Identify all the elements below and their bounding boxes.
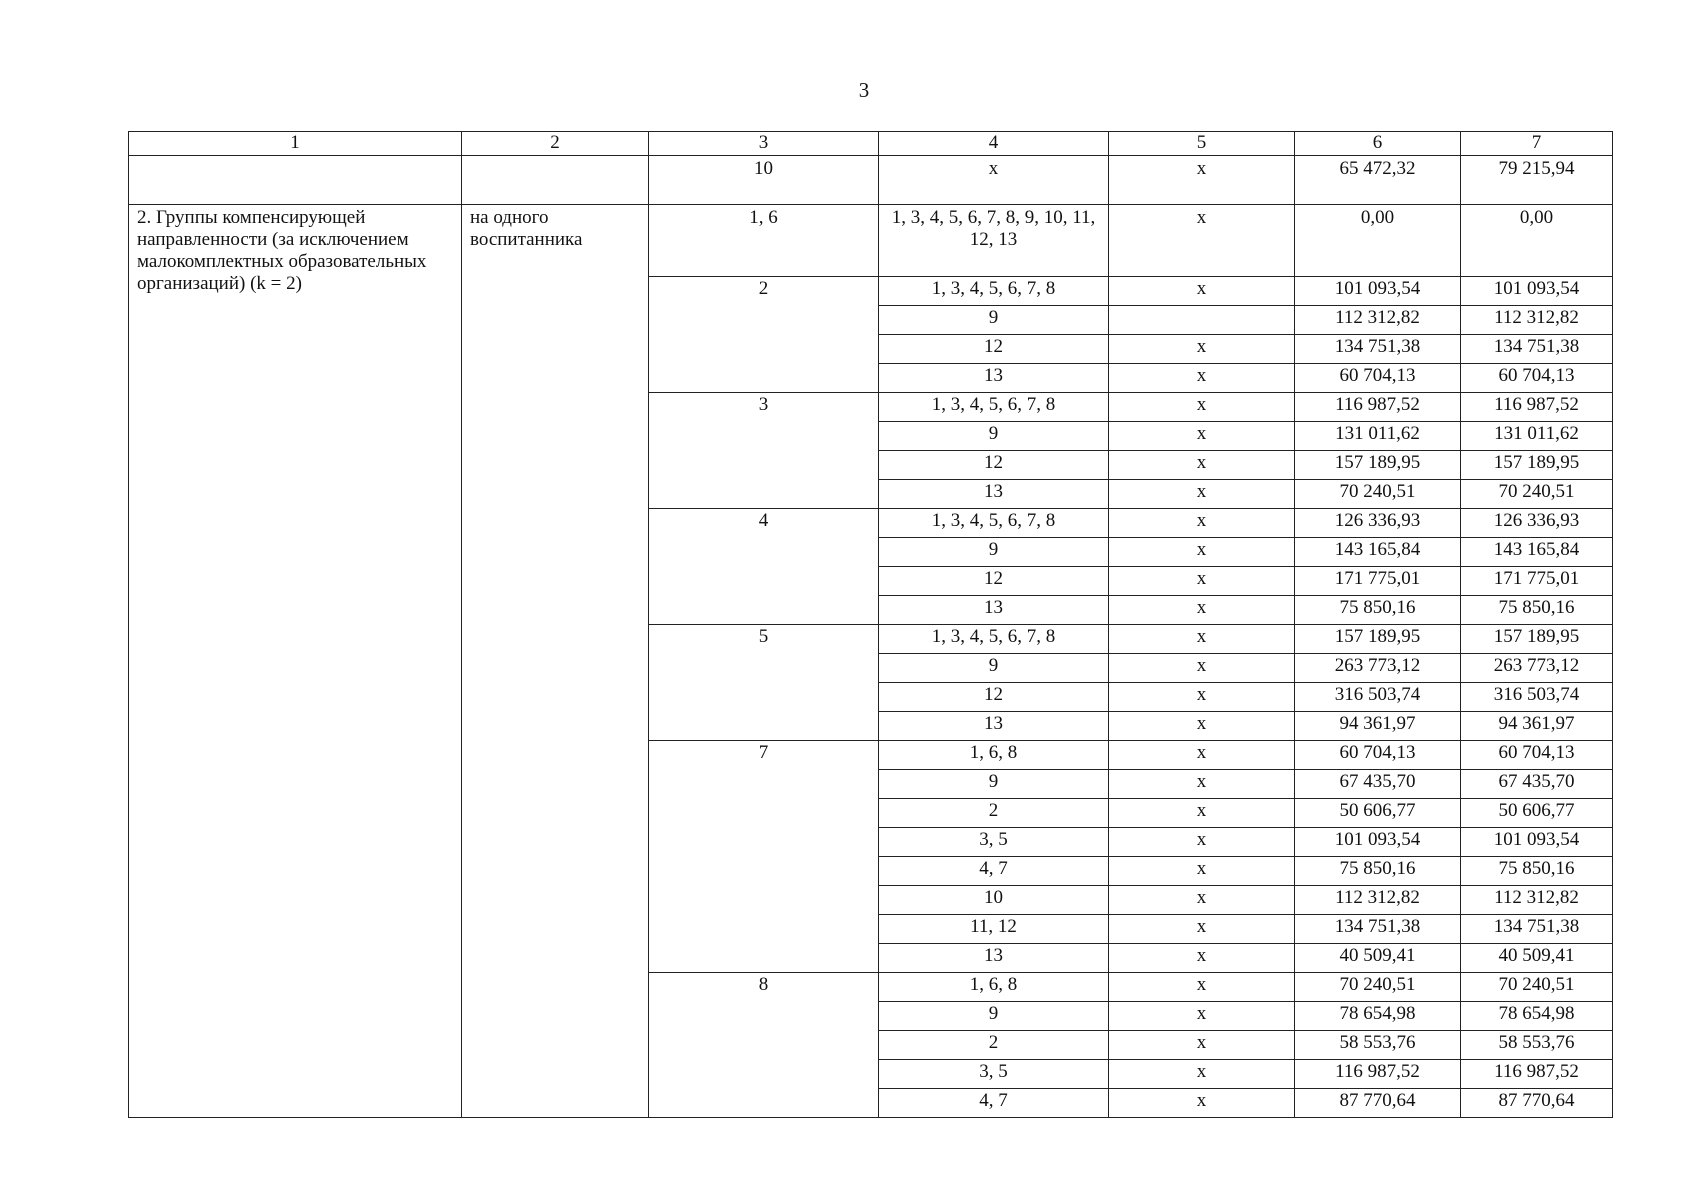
- table-cell: 112 312,82: [1295, 886, 1461, 915]
- table-cell: 116 987,52: [1461, 1060, 1613, 1089]
- table-cell: 70 240,51: [1295, 480, 1461, 509]
- table-cell: 60 704,13: [1461, 741, 1613, 770]
- table-cell: x: [1109, 1002, 1295, 1031]
- age-group-cell: 7: [649, 741, 879, 973]
- table-cell: 12: [879, 335, 1109, 364]
- table-cell: 134 751,38: [1461, 915, 1613, 944]
- table-cell: 126 336,93: [1461, 509, 1613, 538]
- header-cell: 7: [1461, 132, 1613, 156]
- table-cell: x: [1109, 915, 1295, 944]
- age-group-cell: 1, 6: [649, 205, 879, 277]
- group-title-cell: 2. Группы компенсирующей направленности (за исключением малокомплектных образовательных организаций) (k = 2): [129, 205, 462, 1118]
- table-cell: x: [1109, 944, 1295, 973]
- table-cell: 60 704,13: [1295, 741, 1461, 770]
- table-cell: 171 775,01: [1295, 567, 1461, 596]
- table-cell: 3, 5: [879, 1060, 1109, 1089]
- table-cell: x: [1109, 364, 1295, 393]
- table-cell: 112 312,82: [1295, 306, 1461, 335]
- table-cell: 2: [879, 1031, 1109, 1060]
- table-cell: x: [1109, 156, 1295, 205]
- table-cell: x: [1109, 567, 1295, 596]
- table-cell: 67 435,70: [1461, 770, 1613, 799]
- table-cell: 131 011,62: [1295, 422, 1461, 451]
- table-cell: x: [1109, 654, 1295, 683]
- table-cell: 10: [649, 156, 879, 205]
- tariff-table: [128, 131, 1613, 1118]
- table-cell: x: [1109, 596, 1295, 625]
- table-cell: 116 987,52: [1295, 393, 1461, 422]
- age-group-cell: 4: [649, 509, 879, 625]
- table-cell: 94 361,97: [1295, 712, 1461, 741]
- table-cell: 10: [879, 886, 1109, 915]
- table-cell: 1, 3, 4, 5, 6, 7, 8: [879, 393, 1109, 422]
- table-cell: 12: [879, 683, 1109, 712]
- table-cell: 60 704,13: [1461, 364, 1613, 393]
- table-cell: 126 336,93: [1295, 509, 1461, 538]
- table-cell: x: [1109, 205, 1295, 277]
- table-cell: 157 189,95: [1295, 451, 1461, 480]
- table-cell: 9: [879, 538, 1109, 567]
- table-cell: x: [1109, 857, 1295, 886]
- table-cell: 9: [879, 770, 1109, 799]
- table-cell: x: [1109, 712, 1295, 741]
- table-cell: 1, 6, 8: [879, 741, 1109, 770]
- header-cell: 3: [649, 132, 879, 156]
- table-cell: 9: [879, 1002, 1109, 1031]
- table-cell: 112 312,82: [1461, 306, 1613, 335]
- table-cell: x: [1109, 393, 1295, 422]
- table-cell: 316 503,74: [1461, 683, 1613, 712]
- table-cell: 134 751,38: [1295, 915, 1461, 944]
- table-cell: 1, 6, 8: [879, 973, 1109, 1002]
- table-cell: 13: [879, 712, 1109, 741]
- table-cell: 78 654,98: [1295, 1002, 1461, 1031]
- table-cell: 157 189,95: [1295, 625, 1461, 654]
- table-cell: 58 553,76: [1461, 1031, 1613, 1060]
- table-cell: 60 704,13: [1295, 364, 1461, 393]
- table-cell: 143 165,84: [1461, 538, 1613, 567]
- table-cell: 12: [879, 451, 1109, 480]
- table-cell: 2: [879, 799, 1109, 828]
- table-cell: x: [1109, 828, 1295, 857]
- table-cell: 1, 3, 4, 5, 6, 7, 8: [879, 509, 1109, 538]
- header-cell: 4: [879, 132, 1109, 156]
- table-row: [129, 156, 1613, 205]
- table-cell: 4, 7: [879, 857, 1109, 886]
- empty-cell: [462, 156, 649, 205]
- table-cell: 9: [879, 306, 1109, 335]
- age-group-cell: 8: [649, 973, 879, 1118]
- table-cell: 13: [879, 364, 1109, 393]
- table-cell: 70 240,51: [1461, 480, 1613, 509]
- table-cell: x: [1109, 335, 1295, 364]
- table-cell: 134 751,38: [1461, 335, 1613, 364]
- table-cell: 75 850,16: [1461, 596, 1613, 625]
- header-cell: 2: [462, 132, 649, 156]
- table-cell: 263 773,12: [1461, 654, 1613, 683]
- table-cell: 50 606,77: [1295, 799, 1461, 828]
- table-cell: 101 093,54: [1461, 277, 1613, 306]
- table-cell: 13: [879, 480, 1109, 509]
- table-cell: 101 093,54: [1295, 277, 1461, 306]
- table-cell: 87 770,64: [1295, 1089, 1461, 1118]
- table-cell: 9: [879, 422, 1109, 451]
- table-cell: 94 361,97: [1461, 712, 1613, 741]
- table-cell: x: [1109, 886, 1295, 915]
- table-cell: 79 215,94: [1461, 156, 1613, 205]
- table-cell: 70 240,51: [1295, 973, 1461, 1002]
- age-group-cell: 5: [649, 625, 879, 741]
- table-cell: 70 240,51: [1461, 973, 1613, 1002]
- table-cell: 12: [879, 567, 1109, 596]
- table-cell: 316 503,74: [1295, 683, 1461, 712]
- table-cell: 75 850,16: [1295, 857, 1461, 886]
- table-cell: 40 509,41: [1295, 944, 1461, 973]
- table-cell: 157 189,95: [1461, 625, 1613, 654]
- table-cell: x: [1109, 770, 1295, 799]
- table-cell: 1, 3, 4, 5, 6, 7, 8, 9, 10, 11, 12, 13: [879, 205, 1109, 277]
- table-cell: 78 654,98: [1461, 1002, 1613, 1031]
- table-cell: x: [1109, 538, 1295, 567]
- table-cell: 0,00: [1295, 205, 1461, 277]
- table-cell: 1, 3, 4, 5, 6, 7, 8: [879, 277, 1109, 306]
- table-cell: x: [1109, 480, 1295, 509]
- header-cell: 6: [1295, 132, 1461, 156]
- table-cell: x: [1109, 1031, 1295, 1060]
- table-cell: x: [1109, 741, 1295, 770]
- table-cell: x: [1109, 1089, 1295, 1118]
- table-cell: [1109, 306, 1295, 335]
- table-cell: 263 773,12: [1295, 654, 1461, 683]
- table-cell: x: [1109, 451, 1295, 480]
- table-cell: 134 751,38: [1295, 335, 1461, 364]
- table-cell: 116 987,52: [1461, 393, 1613, 422]
- table-cell: x: [1109, 625, 1295, 654]
- page-number: 3: [858, 78, 870, 102]
- table-cell: 171 775,01: [1461, 567, 1613, 596]
- table-cell: x: [1109, 509, 1295, 538]
- table-cell: 116 987,52: [1295, 1060, 1461, 1089]
- table-cell: 9: [879, 654, 1109, 683]
- table-cell: 131 011,62: [1461, 422, 1613, 451]
- table-cell: x: [1109, 277, 1295, 306]
- table-cell: x: [879, 156, 1109, 205]
- table-cell: 143 165,84: [1295, 538, 1461, 567]
- table-cell: 67 435,70: [1295, 770, 1461, 799]
- table-row: [129, 205, 1613, 277]
- table-cell: 58 553,76: [1295, 1031, 1461, 1060]
- table-cell: 65 472,32: [1295, 156, 1461, 205]
- table-cell: x: [1109, 973, 1295, 1002]
- table-cell: 112 312,82: [1461, 886, 1613, 915]
- table-cell: 101 093,54: [1295, 828, 1461, 857]
- table-cell: x: [1109, 422, 1295, 451]
- table-cell: 3, 5: [879, 828, 1109, 857]
- table-cell: x: [1109, 1060, 1295, 1089]
- age-group-cell: 3: [649, 393, 879, 509]
- table-cell: 40 509,41: [1461, 944, 1613, 973]
- unit-cell: на одного воспитанника: [462, 205, 649, 1118]
- header-cell: 1: [129, 132, 462, 156]
- table-cell: 1, 3, 4, 5, 6, 7, 8: [879, 625, 1109, 654]
- age-group-cell: 2: [649, 277, 879, 393]
- table-cell: 13: [879, 944, 1109, 973]
- table-cell: 4, 7: [879, 1089, 1109, 1118]
- table-cell: 13: [879, 596, 1109, 625]
- table-cell: 75 850,16: [1295, 596, 1461, 625]
- header-cell: 5: [1109, 132, 1295, 156]
- table-cell: 0,00: [1461, 205, 1613, 277]
- table-cell: x: [1109, 799, 1295, 828]
- table-cell: 101 093,54: [1461, 828, 1613, 857]
- table-header-row: [129, 132, 1613, 156]
- empty-cell: [129, 156, 462, 205]
- table-cell: 157 189,95: [1461, 451, 1613, 480]
- table-cell: x: [1109, 683, 1295, 712]
- table-cell: 75 850,16: [1461, 857, 1613, 886]
- table-cell: 11, 12: [879, 915, 1109, 944]
- table-cell: 50 606,77: [1461, 799, 1613, 828]
- table-cell: 87 770,64: [1461, 1089, 1613, 1118]
